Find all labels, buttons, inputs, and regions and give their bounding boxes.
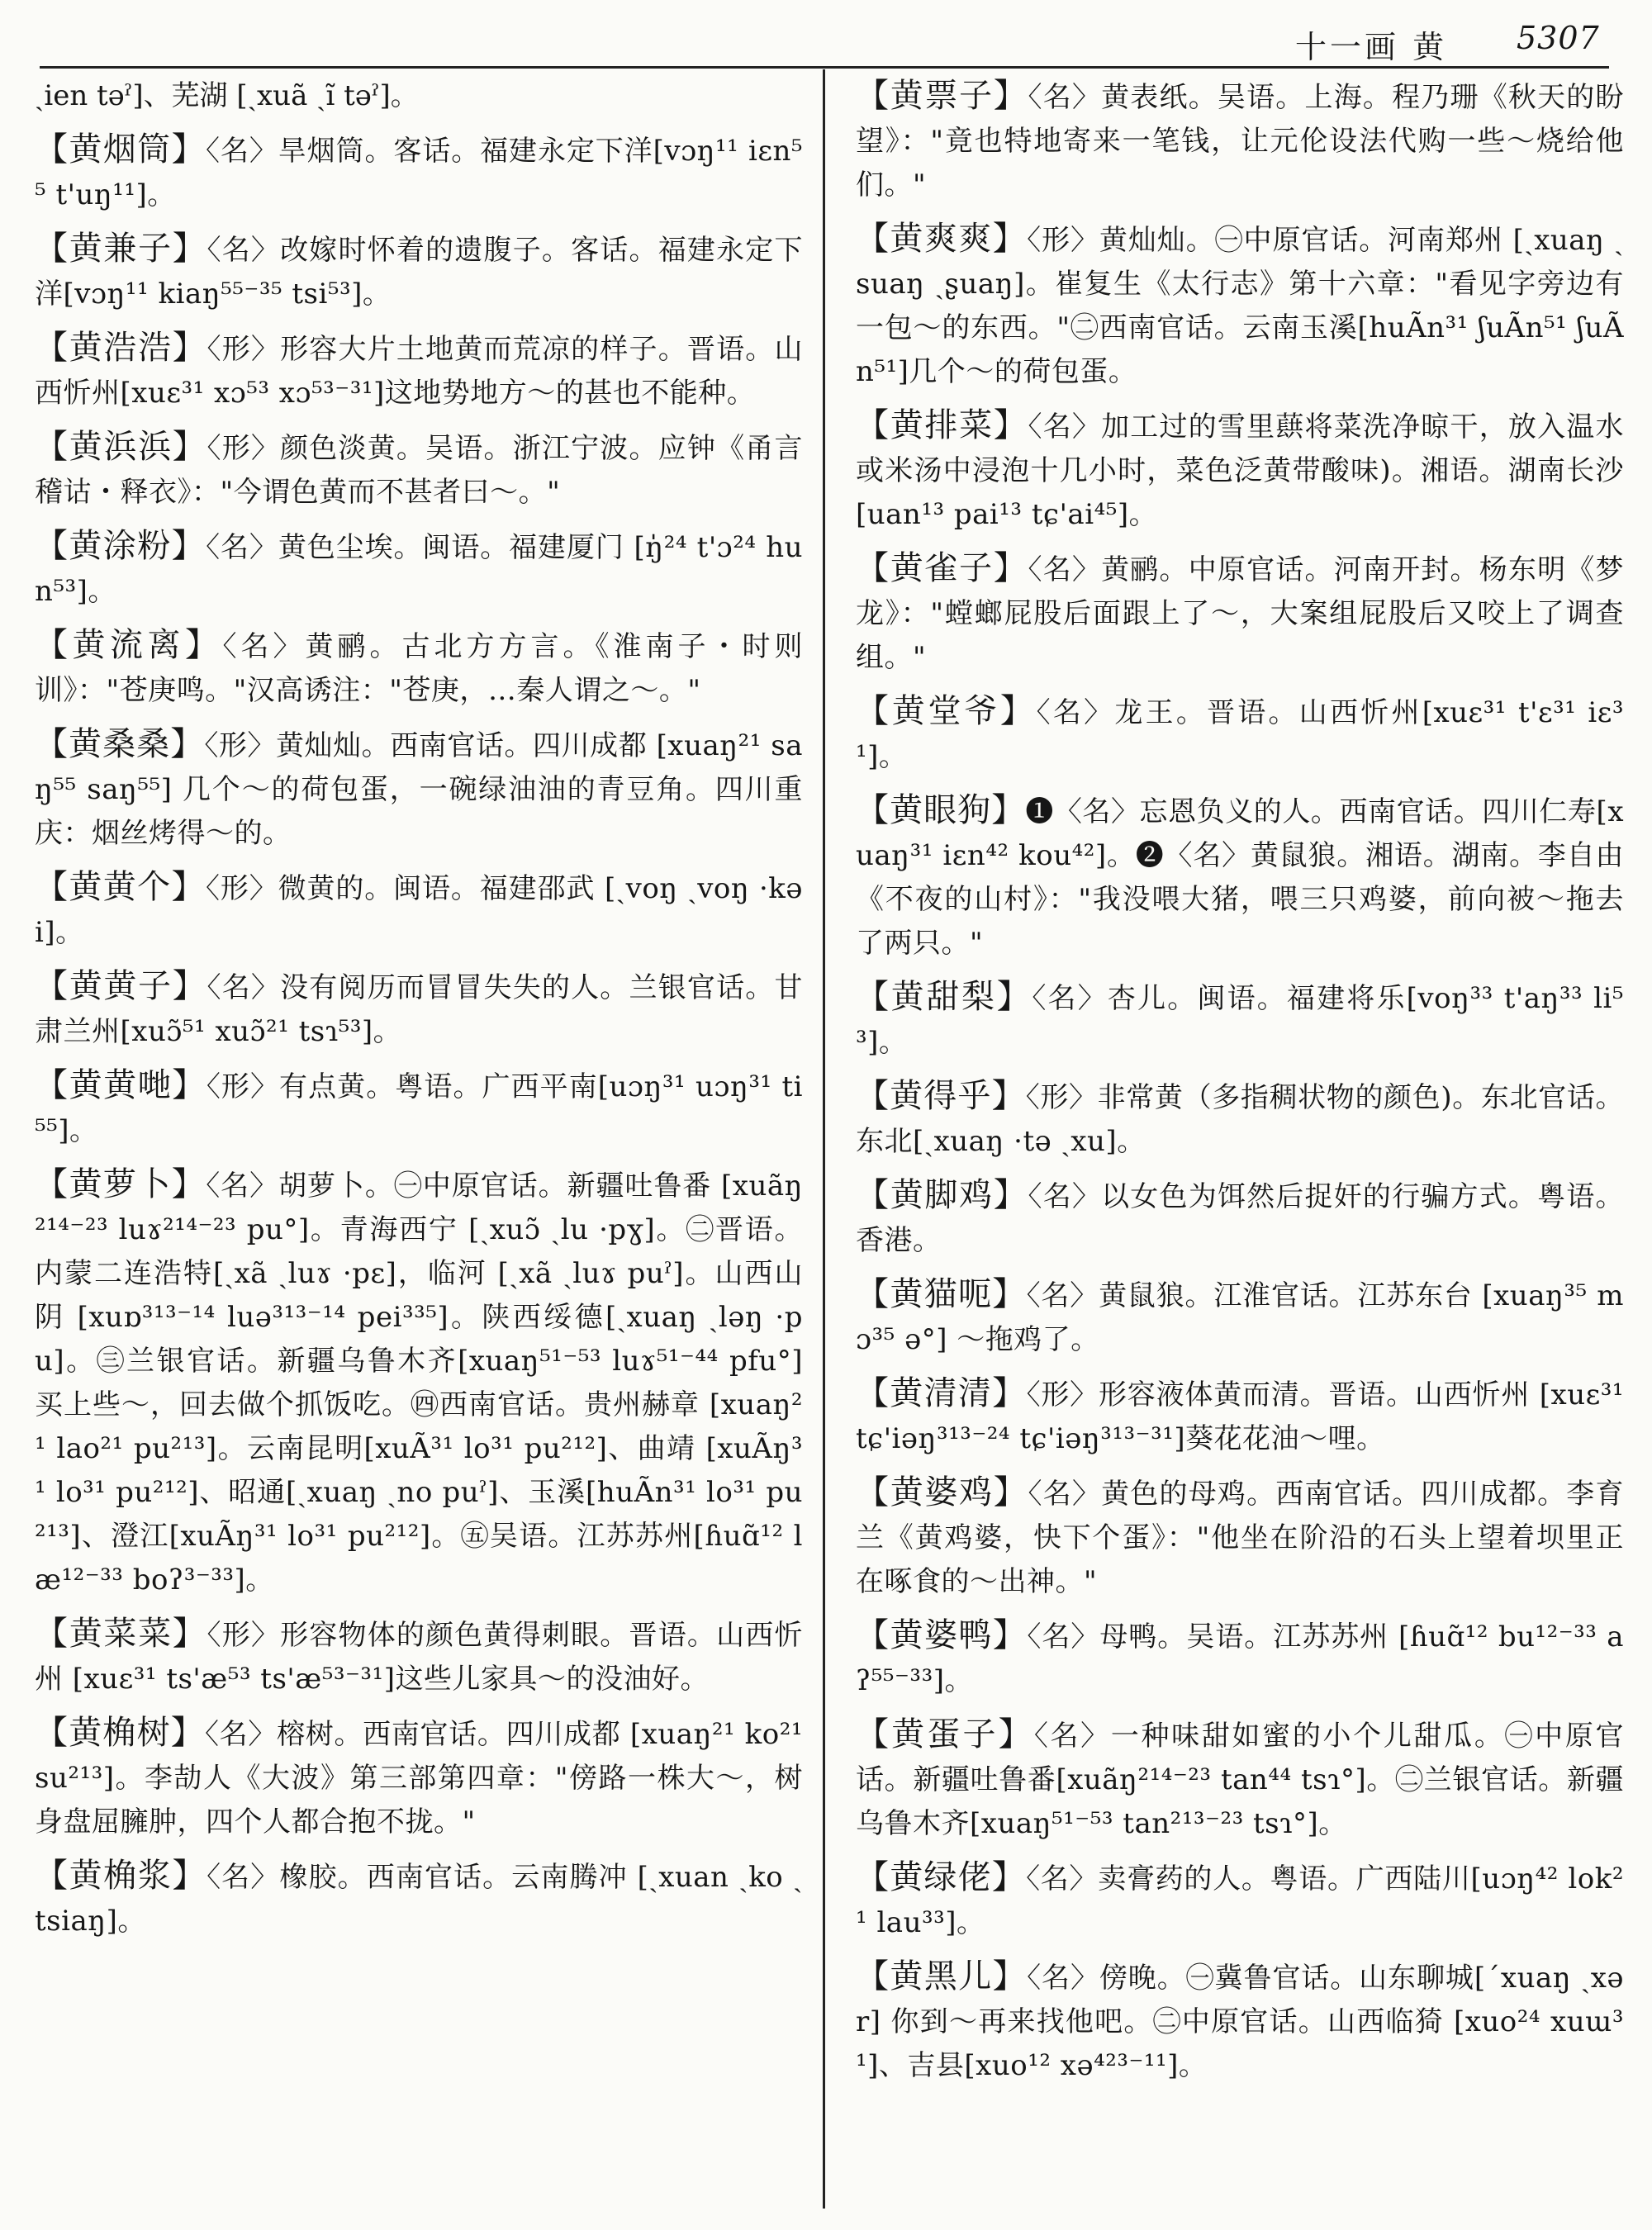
entry-definition: 〈形〉微黄的。闽语。福建邵武 [ˏvoŋ ˏvoŋ ·kəi]。 — [35, 872, 804, 949]
page-number: 5307 — [1517, 20, 1600, 56]
entry-definition: 〈名〉黄色的母鸡。西南官话。四川成都。李育兰《黄鸡婆，快下个蛋》："他坐在阶沿的石头上望着坝里正在啄食的～出神。" — [856, 1478, 1624, 1598]
entry-headword: 【黄清清】 — [856, 1374, 1027, 1412]
entry-headword: 【黄萝卜】 — [35, 1165, 206, 1203]
entry-definition: 〈形〉形容大片土地黄而荒凉的样子。晋语。山西忻州[xuɛ³¹ xɔ⁵³ xɔ⁵³⁻³¹]这地势地方～的甚也不能种。 — [35, 333, 803, 410]
dictionary-entry — [856, 404, 1624, 537]
dictionary-entry — [35, 326, 803, 415]
entry-headword: 【黄脚鸡】 — [856, 1176, 1028, 1214]
entry-headword: 【黄雀子】 — [856, 549, 1028, 587]
entry-headword: 【黄黑儿】 — [856, 1957, 1028, 1995]
column-divider — [823, 69, 825, 2209]
entry-definition: 〈名〉榕树。西南官话。四川成都 [xuaŋ²¹ ko²¹ su²¹³]。李劼人《大波》第三部第四章："傍路一株大～，树身盘屈臃肿，四个人都合抱不拢。" — [35, 1718, 804, 1839]
entry-headword: 【黄烟筒】 — [35, 130, 206, 168]
dictionary-entry — [35, 524, 803, 614]
dictionary-entry — [856, 1614, 1624, 1703]
entry-headword: 【黄爽爽】 — [856, 220, 1028, 258]
dictionary-entry — [35, 624, 803, 713]
entry-definition: ❶〈名〉忘恩负义的人。西南官话。四川仁寿[xuaŋ³¹ iɛn⁴² kou⁴²]。❷〈名〉黄鼠狼。湘语。湖南。李自由《不夜的山村》："我没喂大猪，喂三只鸡婆，前向被～拖去了两只。" — [856, 795, 1624, 960]
entry-definition: 〈名〉卖膏药的人。粤语。广西陆川[uɔŋ⁴² lok²¹ lau³³]。 — [856, 1862, 1625, 1939]
entry-definition: 〈名〉龙王。晋语。山西忻州[xuɛ³¹ t'ɛ³¹ iɛ³¹]。 — [856, 696, 1625, 773]
entry-headword: 【黄涂粉】 — [35, 527, 206, 565]
dictionary-entry — [856, 690, 1624, 779]
entry-headword: 【黄桷浆】 — [35, 1857, 207, 1895]
entry-headword: 【黄菜菜】 — [35, 1615, 207, 1653]
entry-headword: 【黄排菜】 — [856, 406, 1028, 444]
entry-headword: 【黄堂爷】 — [856, 692, 1037, 730]
entry-headword: 【黄浩浩】 — [35, 329, 207, 367]
entry-headword: 【黄甜梨】 — [856, 978, 1032, 1016]
entry-definition: 〈名〉改嫁时怀着的遗腹子。客话。福建永定下洋[vɔŋ¹¹ kiaŋ⁵⁵⁻³⁵ tsi⁵³]。 — [35, 234, 803, 311]
header-rule — [40, 66, 1609, 69]
entry-headword: 【黄得乎】 — [856, 1077, 1026, 1115]
section-title: 十一画 黄 — [1295, 29, 1448, 65]
entry-definition: 〈形〉非常黄（多指稠状物的颜色)。东北官话。东北[ˏxuaŋ ·tə ˏxu]。 — [856, 1081, 1624, 1158]
entry-definition: 〈名〉黄色尘埃。闽语。福建厦门 [ŋ̍²⁴ t'ɔ²⁴ hun⁵³]。 — [35, 531, 803, 608]
dictionary-entry — [856, 1955, 1624, 2088]
dictionary-entry — [35, 128, 803, 217]
entry-headword: 【黄眼狗】 — [856, 791, 1026, 829]
entry-definition: 〈形〉黄灿灿。㊀中原官话。河南郑州 [ˏxuaŋ ˏsuaŋ ˏʂuaŋ]。崔复生《太行志》第十六章："看见字旁边有一包～的东西。"㊁西南官话。云南玉溪[huÃn³¹ ʃuÃn⁵¹ ʃuÃn⁵¹]几个～的荷包蛋。 — [856, 224, 1625, 388]
entry-definition: 〈名〉加工过的雪里蕻将菜洗净晾干，放入温水或米汤中浸泡十几小时，菜色泛黄带酸味)。湘语。湖南长沙[uan¹³ pai¹³ tɕ'ai⁴⁵]。 — [856, 410, 1624, 531]
entry-headword: 【黄桑桑】 — [35, 725, 205, 763]
entry-headword: 【黄兼子】 — [35, 230, 207, 268]
dictionary-entry — [35, 1854, 803, 1943]
entry-headword: 【黄婆鸭】 — [856, 1616, 1028, 1654]
entry-headword: 【黄黄哋】 — [35, 1066, 206, 1104]
entry-definition: 〈名〉没有阅历而冒冒失失的人。兰银官话。甘肃兰州[xuɔ̃⁵¹ xuɔ̃²¹ tsɿ⁵³]。 — [35, 971, 803, 1048]
continuation-text: ˏien təˀ]、芜湖 [ˏxuã ˏĩ təˀ]。 — [35, 79, 419, 112]
dictionary-entry — [35, 1064, 803, 1153]
dictionary-entry — [856, 1372, 1624, 1461]
entry-headword: 【黄桷树】 — [35, 1714, 205, 1752]
entry-definition: 〈名〉以女色为饵然后捉奸的行骗方式。粤语。香港。 — [856, 1180, 1624, 1257]
entry-headword: 【黄蛋子】 — [856, 1715, 1034, 1753]
entry-definition: 〈名〉黄鼠狼。江淮官话。江苏东台 [xuaŋ³⁵ mɔ³⁵ ə°] ～拖鸡了。 — [856, 1279, 1625, 1356]
entry-definition: 〈名〉橡胶。西南官话。云南腾冲 [ˏxuan ˏko ˎtsiaŋ]。 — [35, 1861, 804, 1938]
entry-definition: 〈名〉胡萝卜。㊀中原官话。新疆吐鲁番 [xuãŋ²¹⁴⁻²³ luɤ²¹⁴⁻²³ pu°]。青海西宁 [ˏxuɔ̃ ˏlu ·pɣ]。㊁晋语。内蒙二连浩特[ˏxã ˏluɤ ·pɛ]，临河 [ˏxã ˏluɤ puˀ]。山西山阴 [xuɒ³¹³⁻¹⁴ luə³¹³⁻¹⁴ pei³³⁵]。陕西绥德[ˏxuaŋ ˏləŋ ·pu]。㊂兰银官话。新疆乌鲁木齐[xuaŋ⁵¹⁻⁵³ luɤ⁵¹⁻⁴⁴ pfu°]买上些～，回去做个抓饭吃。㊃西南官话。贵州赫章 [xuaŋ²¹ lao²¹ pu²¹³]。云南昆明[xuÃ³¹ lo³¹ pu²¹²]、曲靖 [xuÃŋ³¹ lo³¹ pu²¹²]、昭通[ˏxuaŋ ˏno puˀ]、玉溪[huÃn³¹ lo³¹ pu²¹³]、澄江[xuÃŋ³¹ lo³¹ pu²¹²]。㊄吴语。江苏苏州[ɦuɑ̃¹² læ¹²⁻³³ boʔ³⁻³³]。 — [35, 1170, 804, 1597]
entry-headword: 【黄绿佬】 — [856, 1858, 1027, 1896]
entry-headword: 【黄猫呃】 — [856, 1275, 1027, 1313]
entry-definition: 〈名〉黄表纸。吴语。上海。程乃珊《秋天的盼望》："竟也特地寄来一笔钱，让元伦设法代购一些～烧给他们。" — [856, 81, 1624, 202]
entry-definition: 〈名〉傍晚。㊀冀鲁官话。山东聊城[ˊxuaŋ ˏxər] 你到～再来找他吧。㊁中原官话。山西临猗 [xuo²⁴ xuɯ³¹]、吉县[xuo¹² xə⁴²³⁻¹¹]。 — [856, 1962, 1625, 2082]
dictionary-entry — [856, 1856, 1624, 1945]
dictionary-entry — [35, 965, 803, 1054]
left-entry-list — [35, 128, 803, 1943]
entry-definition: 〈名〉一种味甜如蜜的小个儿甜瓜。㊀中原官话。新疆吐鲁番[xuãŋ²¹⁴⁻²³ tan⁴⁴ tsɿ°]。㊁兰银官话。新疆乌鲁木齐[xuaŋ⁵¹⁻⁵³ tan²¹³⁻²³ tsɿ°]。 — [856, 1720, 1625, 1840]
entry-definition: 〈形〉形容液体黄而清。晋语。山西忻州 [xuɛ³¹ tɕ'iəŋ³¹³⁻²⁴ tɕ'iəŋ³¹³⁻³¹]葵花花油～哩。 — [856, 1378, 1624, 1455]
dictionary-entry — [856, 1273, 1624, 1362]
dictionary-entry — [856, 1713, 1624, 1846]
right-column — [856, 74, 1624, 2098]
dictionary-entry — [35, 227, 803, 316]
dictionary-entry — [856, 547, 1624, 680]
dictionary-entry — [35, 1612, 803, 1701]
dictionary-entry — [856, 975, 1624, 1065]
left-column — [35, 74, 803, 1953]
right-entry-list — [856, 74, 1624, 2088]
dictionary-entry — [856, 789, 1624, 966]
dictionary-entry — [35, 866, 803, 955]
dictionary-entry — [35, 425, 803, 515]
entry-headword: 【黄票子】 — [856, 77, 1028, 115]
entry-definition: 〈形〉黄灿灿。西南官话。四川成都 [xuaŋ²¹ saŋ⁵⁵ saŋ⁵⁵] 几个～的荷包蛋，一碗绿油油的青豆角。四川重庆：烟丝烤得～的。 — [35, 729, 803, 850]
entry-definition: 〈名〉母鸭。吴语。江苏苏州 [ɦuɑ̃¹² bu¹²⁻³³ aʔ⁵⁵⁻³³]。 — [856, 1620, 1625, 1697]
entry-headword: 【黄婆鸡】 — [856, 1473, 1028, 1511]
entry-definition: 〈名〉黄鹂。古北方方言。《淮南子・时则训》："苍庚鸣。"汉高诱注："苍庚，…秦人谓之～。" — [35, 630, 803, 707]
dictionary-entry — [856, 1471, 1624, 1604]
entry-headword: 【黄流离】 — [35, 626, 223, 664]
entry-headword: 【黄黄个】 — [35, 868, 206, 906]
dictionary-entry — [856, 217, 1624, 394]
page-header — [0, 0, 1652, 66]
dictionary-entry — [856, 1174, 1624, 1263]
dictionary-entry — [35, 1163, 803, 1602]
entry-definition: 〈形〉有点黄。粤语。广西平南[uɔŋ³¹ uɔŋ³¹ ti⁵⁵]。 — [35, 1070, 804, 1147]
entry-definition: 〈名〉旱烟筒。客话。福建永定下洋[vɔŋ¹¹ iɛn⁵⁵ t'uŋ¹¹]。 — [35, 135, 803, 211]
dictionary-entry — [856, 74, 1624, 207]
entry-definition: 〈形〉颜色淡黄。吴语。浙江宁波。应钟《甬言稽诂・释衣》："今谓色黄而不甚者曰～。" — [35, 432, 803, 509]
entry-headword: 【黄浜浜】 — [35, 428, 207, 466]
dictionary-entry — [35, 723, 803, 856]
dictionary-entry — [856, 1075, 1624, 1164]
entry-headword: 【黄黄子】 — [35, 967, 207, 1005]
entry-definition: 〈形〉形容物体的颜色黄得刺眼。晋语。山西忻州 [xuɛ³¹ ts'æ⁵³ ts'æ⁵³⁻³¹]这些儿家具～的没油好。 — [35, 1619, 803, 1696]
dictionary-entry — [35, 1711, 803, 1844]
entry-definition: 〈名〉杏儿。闽语。福建将乐[voŋ³³ t'aŋ³³ li⁵³]。 — [856, 982, 1625, 1059]
entry-definition: 〈名〉黄鹂。中原官话。河南开封。杨东明《梦龙》："螳螂屁股后面跟上了～，大案组屁股后又咬上了调查组。" — [856, 553, 1624, 674]
